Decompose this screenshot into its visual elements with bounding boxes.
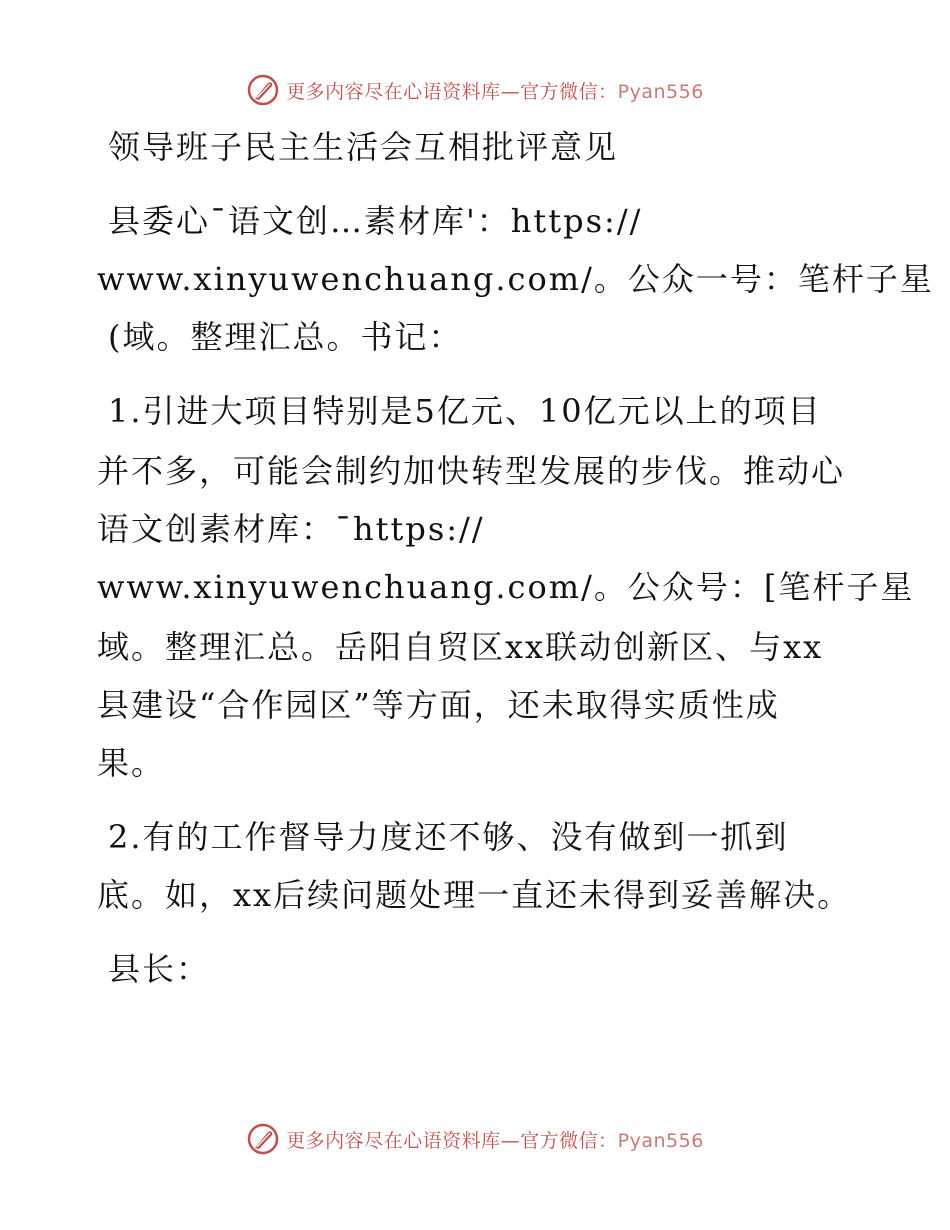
text-line: 并不多，可能会制约加快转型发展的步伐。推动心 <box>97 452 846 490</box>
text-line: www.xinyuwenchuang.com/。公众号：[笔杆子星 <box>97 568 915 606</box>
banner-text <box>286 77 704 104</box>
text-line: 底。如，xx后续问题处理一直还未得到妥善解决。 <box>97 876 852 914</box>
text-line: 果。 <box>97 744 166 782</box>
footer-banner <box>0 1119 950 1159</box>
banner-label: 更多内容尽在心语资料库—官方微信： <box>286 1129 618 1152</box>
text-line: 2.有的工作督导力度还不够、没有做到一抓到 <box>108 818 789 856</box>
quill-pen-logo-icon <box>246 1122 280 1156</box>
text-line: 1.引进大项目特别是5亿元、10亿元以上的项目 <box>108 392 822 430</box>
banner-wechat-id: Pyan556 <box>617 1129 704 1152</box>
text-line: (域。整理汇总。书记： <box>108 318 463 356</box>
text-line: 县委心¯语文创…素材库'：https:// <box>108 202 643 240</box>
document-title: 领导班子民主生活会互相批评意见 <box>108 128 619 166</box>
text-line: www.xinyuwenchuang.com/。公众一号：笔杆子星 <box>97 260 934 298</box>
header-banner <box>0 70 950 110</box>
banner-wechat-id: Pyan556 <box>617 80 704 103</box>
text-line: 县长： <box>108 950 211 988</box>
quill-pen-logo-icon <box>246 73 280 107</box>
text-line: 域。整理汇总。岳阳自贸区xx联动创新区、与xx <box>97 628 824 666</box>
banner-label: 更多内容尽在心语资料库—官方微信： <box>286 80 618 103</box>
banner-text <box>286 1126 704 1153</box>
text-line: 县建设“合作园区”等方面，还未取得实质性成 <box>97 686 780 724</box>
text-line: 语文创素材库：¯https:// <box>97 510 485 548</box>
